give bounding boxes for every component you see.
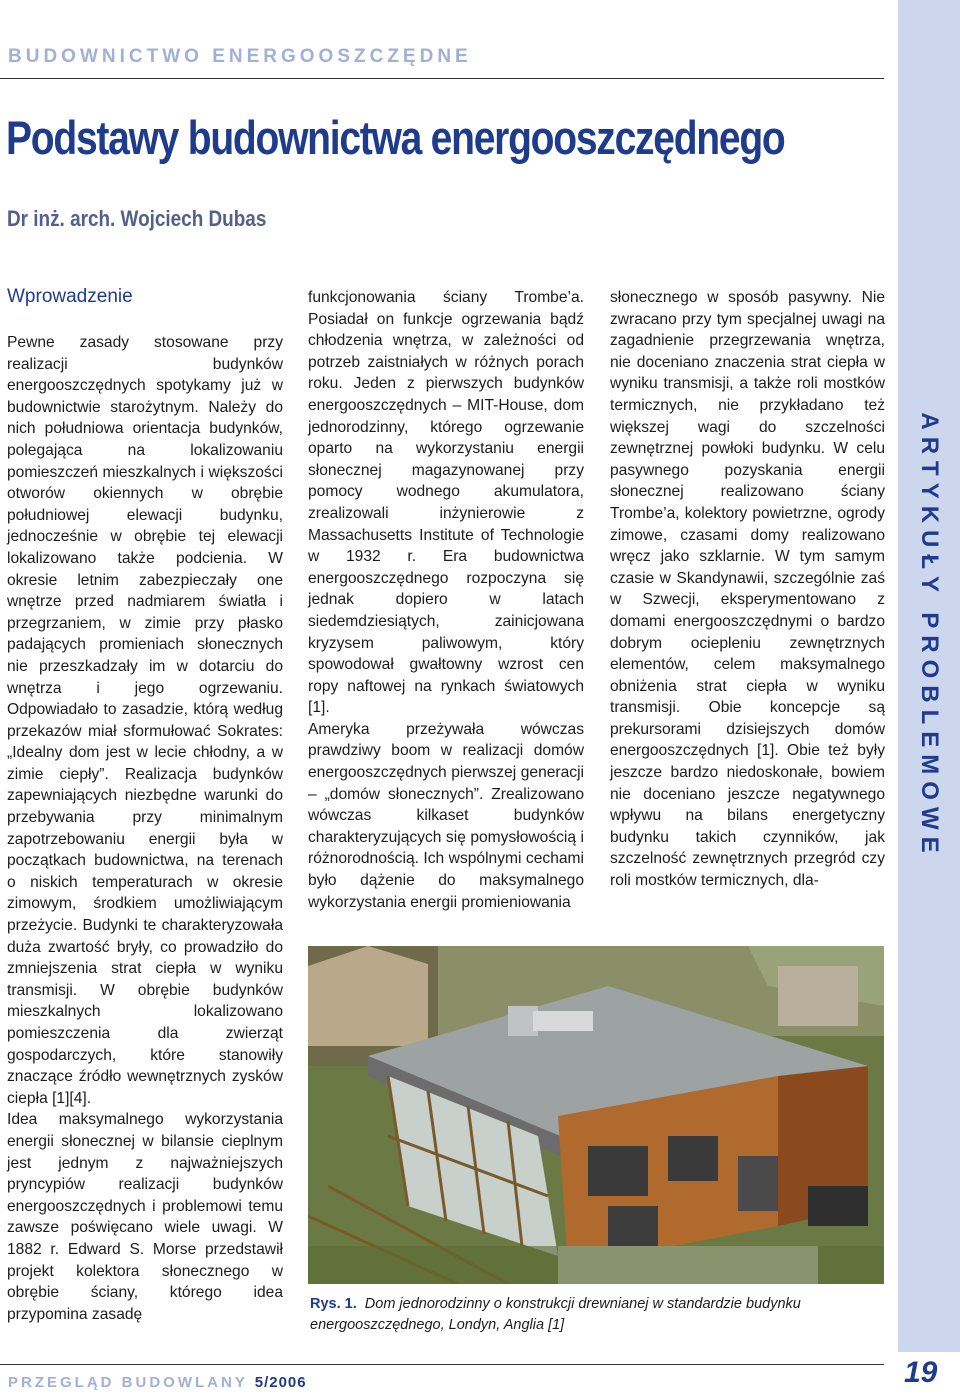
page-number: 19 — [904, 1356, 938, 1389]
paragraph: słonecznego w sposób pasywny. Nie zwracano przy tym specjalnej uwagi na zagadnienie przegrzewania wnętrza, nie doceniano znaczenia strat ciepła w wyniku transmisji, a także roli mostków termicznych, nie przykładano też większej wagi do szczelności zewnętrznej powłoki budynku. W celu pasywnego pozyskania energii słonecznej realizowano ściany Trombe’a, kolektory powietrzne, ogrody zimowe, czasami domy realizowano wręcz jako szklarnie. W tym samym czasie w Skandynawii, szczególnie zaś w Szwecji, eksperymentowano z domami energooszczędnymi o bardzo dobrym ociepleniu zewnętrznych elementów, celem maksymalnego obniżenia strat ciepła w wyniku transmisji. Obie koncepcje są prekursorami dzisiejszych domów energooszczędnych [1]. Obie też były jeszcze bardzo niedoskonałe, bowiem nie doceniano jeszcze negatywnego wpływu na bilans energetyczny budynku takich czynników, jak szczelność zewnętrznych przegród czy roli mostków termicznych, dla- — [610, 289, 885, 890]
paragraph: Idea maksymalnego wykorzystania energii słonecznej w bilansie cieplnym jest jednym z najważniejszych pryncypiów realizacji budynków energooszczędnych i problemowi temu zawsze poświęcano wiele uwagi. W 1882 r. Edward S. Morse przedstawił projekt kolektora słonecznego w obrębie ściany, którego idea przypomina zasadę — [7, 1111, 283, 1323]
figure-caption-text: Dom jednorodzinny o konstrukcji drewnianej w standardzie budynku energooszczędnego, Londyn, Anglia [1] — [310, 1296, 801, 1333]
footer-publication — [8, 1374, 307, 1391]
figure-label: Rys. 1. — [310, 1296, 357, 1312]
header-divider — [0, 78, 884, 79]
footer-divider — [0, 1364, 884, 1365]
text-column-2 — [308, 287, 584, 913]
paragraph: Ameryka przeżywała wówczas prawdziwy boom w realizacji domów energooszczędnych pierwszej generacji – „domów słonecznych”. Zrealizowano wówczas kilkaset budynków charakteryzujących się pomysłowością i różnorodnością. Ich wspólnymi cechami było dążenie do maksymalnego wykorzystania energii promieniowania — [308, 720, 584, 911]
article-title: Podstawy budownictwa energooszczędnego — [6, 111, 785, 164]
section-label: BUDOWNICTWO ENERGOOSZCZĘDNE — [8, 46, 472, 67]
section-heading: Wprowadzenie — [7, 286, 133, 307]
text-column-1 — [7, 332, 283, 1325]
article-author: Dr inż. arch. Wojciech Dubas — [7, 206, 267, 231]
paragraph: funkcjonowania ściany Trombe’a. Posiadał on funkcje ogrzewania bądź chłodzenia wnętrza, w zależności od potrzeb zaistniałych w różnych porach roku. Jeden z pierwszych budynków energooszczędnych – MIT-House, dom jednorodzinny, którego ogrzewanie oparto na wykorzystaniu energii słonecznej magazynowanej przy pomocy wodnego akumulatora, zrealizowali inżynierowie z Massachusetts Institute of Technologie w 1932 r. Era budownictwa energooszczędnego rozpoczyna się jednak dopiero w latach siedemdziesiątych, zainicjowana kryzysem paliwowym, który spowodował gwałtowny wzrost cen ropy naftowej na rynkach światowych [1]. — [308, 289, 584, 717]
sidebar-label: ARTYKUŁY PROBLEMOWE — [916, 412, 943, 860]
house-photo-illustration — [308, 946, 884, 1284]
issue-number: 5/2006 — [254, 1374, 307, 1391]
publication-name: PRZEGLĄD BUDOWLANY — [8, 1374, 248, 1391]
paragraph: Pewne zasady stosowane przy realizacji budynków energooszczędnych spotykamy już w budownictwie starożytnym. Należy do nich południowa orientacja budynków, polegająca na lokalizowaniu pomieszczeń mieszkalnych i większości otworów okiennych w obrębie południowej elewacji budynku, jednocześnie w obrębie tej elewacji lokalizowano także podcienia. W okresie letnim zabezpieczały one wnętrze przed nadmiarem światła i przegrzaniem, w zimie przy płasko padających promieniach słonecznych nie przeszkadzały im w dotarciu do wnętrza i jego ogrzewaniu. Odpowiadało to zasadzie, którą według przekazów miał sformułować Sokrates: „Idealny dom jest w lecie chłodny, a w zimie ciepły”. Realizacja budynków zapewniających niezbędne warunki do przebywania przy minimalnym zapotrzebowaniu energii była w początkach budownictwa, na terenach o niskich temperaturach w okresie zimowym, środkiem umożliwiającym przeżycie. Budynki te charakteryzowała duża zwartość bryły, co prowadziło do zmniejszenia strat ciepła w wyniku transmisji. W obrębie budynków mieszkalnych lokalizowano pomieszczenia dla zwierząt gospodarczych, które stanowiły znaczące źródło wewnętrznych zysków ciepła [1][4]. — [7, 334, 283, 1107]
house-photo — [308, 946, 884, 1284]
figure-caption — [310, 1294, 884, 1336]
text-column-3 — [610, 287, 885, 892]
